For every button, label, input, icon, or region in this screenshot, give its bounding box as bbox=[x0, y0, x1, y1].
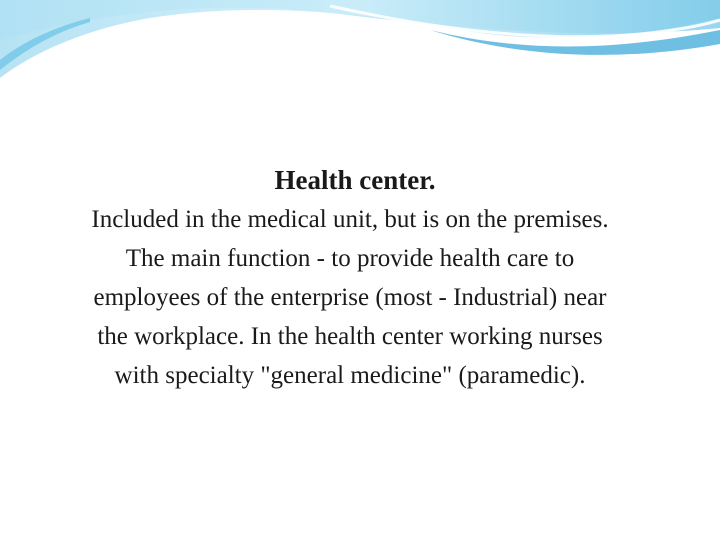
body-line: Included in the medical unit, but is on the premises. bbox=[91, 206, 609, 233]
body-line: The main function - to provide health care to bbox=[125, 245, 575, 272]
slide-title: Health center. bbox=[274, 165, 436, 195]
slide-body bbox=[40, 200, 660, 395]
body-line: with specialty "general medicine" (paramedic). bbox=[114, 362, 586, 389]
body-line: employees of the enterprise (most - Industrial) near bbox=[93, 284, 607, 311]
header-wave-decoration bbox=[0, 0, 720, 90]
body-line: the workplace. In the health center working nurses bbox=[97, 323, 603, 350]
